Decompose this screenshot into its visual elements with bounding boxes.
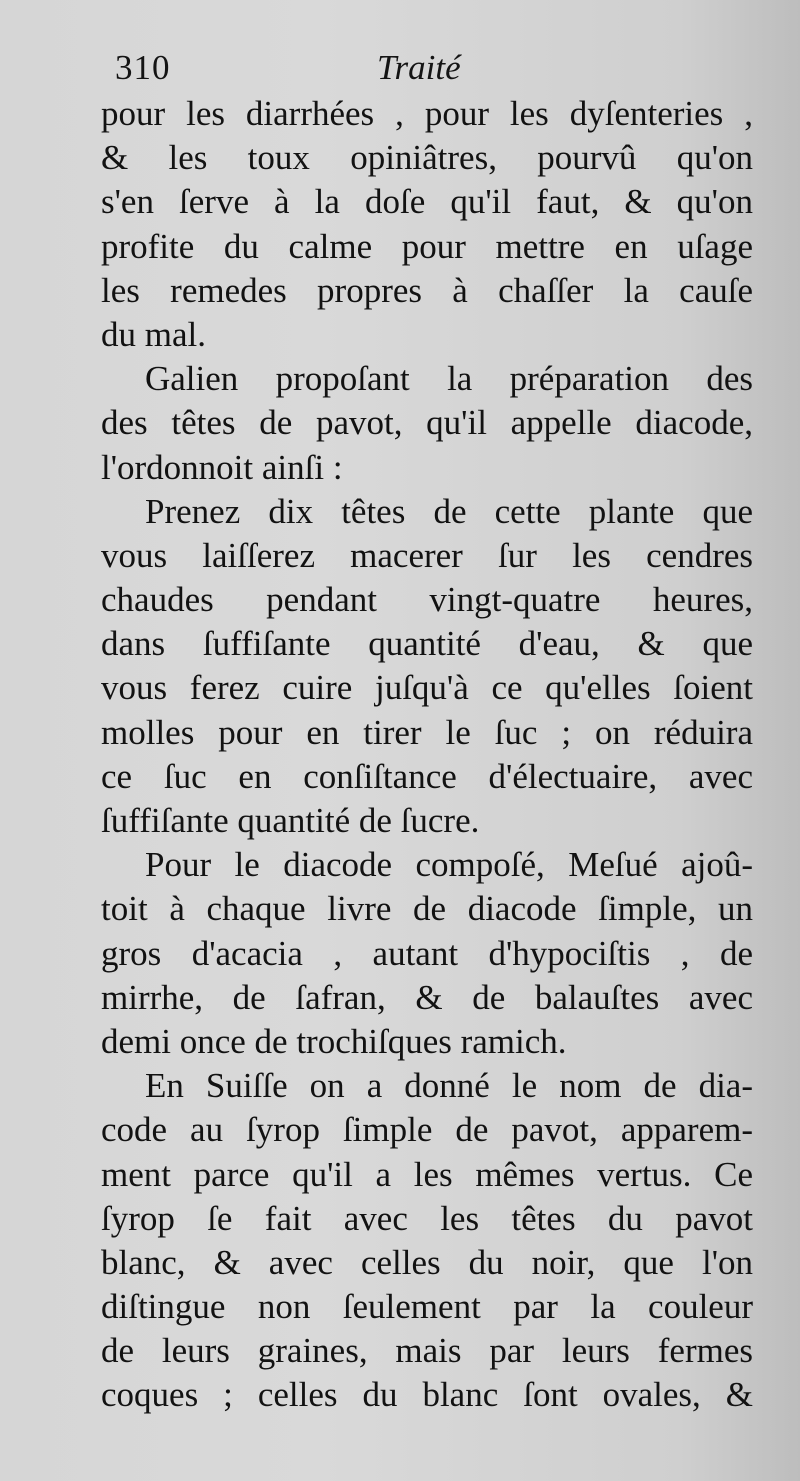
text-line: toit à chaque livre de diacode ſimple, un (101, 889, 753, 929)
text-line: molles pour en tirer le ſuc ; on réduira (101, 712, 753, 752)
text-line: Galien propoſant la préparation des (145, 359, 753, 399)
running-head: Traité (377, 48, 461, 87)
paragraph (101, 490, 753, 844)
text-line: demi once de trochiſques ramich. (101, 1021, 567, 1061)
text-line: l'ordonnoit ainſi : (101, 447, 343, 487)
paragraph (101, 92, 753, 357)
text-line: chaudes pendant vingt-quatre heures, (101, 580, 753, 620)
text-line: vous laiſſerez macerer ſur les cendres (101, 535, 753, 575)
text-line: ment parce qu'il a les mêmes vertus. Ce (101, 1154, 753, 1194)
text-line: blanc, & avec celles du noir, que l'on (101, 1242, 753, 1282)
text-line: coques ; celles du blanc ſont ovales, & (101, 1375, 753, 1415)
text-line: s'en ſerve à la doſe qu'il faut, & qu'on (101, 182, 753, 222)
text-line: profite du calme pour mettre en uſage (101, 226, 753, 266)
text-line: code au ſyrop ſimple de pavot, apparem- (101, 1110, 753, 1150)
text-line: des têtes de pavot, qu'il appelle diacode, (101, 403, 753, 443)
text-line: & les toux opiniâtres, pourvû qu'on (101, 138, 753, 178)
text-line: dans ſuffiſante quantité d'eau, & que (101, 624, 753, 664)
paragraph (101, 843, 753, 1064)
text-line: ſuffiſante quantité de ſucre. (101, 801, 480, 840)
text-line: mirrhe, de ſafran, & de balauſtes avec (101, 977, 753, 1017)
text-line: de leurs graines, mais par leurs fermes (101, 1331, 753, 1371)
page-header (115, 48, 715, 94)
paragraph (101, 1064, 753, 1418)
text-line: ce ſuc en conſiſtance d'électuaire, avec (101, 756, 753, 796)
paragraph (101, 357, 753, 490)
text-line: gros d'acacia , autant d'hypociſtis , de (101, 933, 753, 973)
text-line: pour les diarrhées , pour les dyſenteries , (101, 94, 753, 133)
text-line: les remedes propres à chaſſer la cauſe (101, 270, 753, 310)
text-line: du mal. (101, 314, 206, 354)
text-line: Pour le diacode compoſé, Meſué ajoû- (145, 845, 753, 885)
text-line: Prenez dix têtes de cette plante que (145, 491, 753, 531)
text-line: vous ferez cuire juſqu'à ce qu'elles ſoient (101, 668, 753, 708)
text-line: ſyrop ſe fait avec les têtes du pavot (101, 1198, 753, 1238)
page-number: 310 (115, 48, 171, 87)
text-line: diſtingue non ſeulement par la couleur (101, 1287, 753, 1327)
body-text (101, 92, 753, 1418)
text-line: En Suiſſe on a donné le nom de dia- (145, 1066, 753, 1106)
